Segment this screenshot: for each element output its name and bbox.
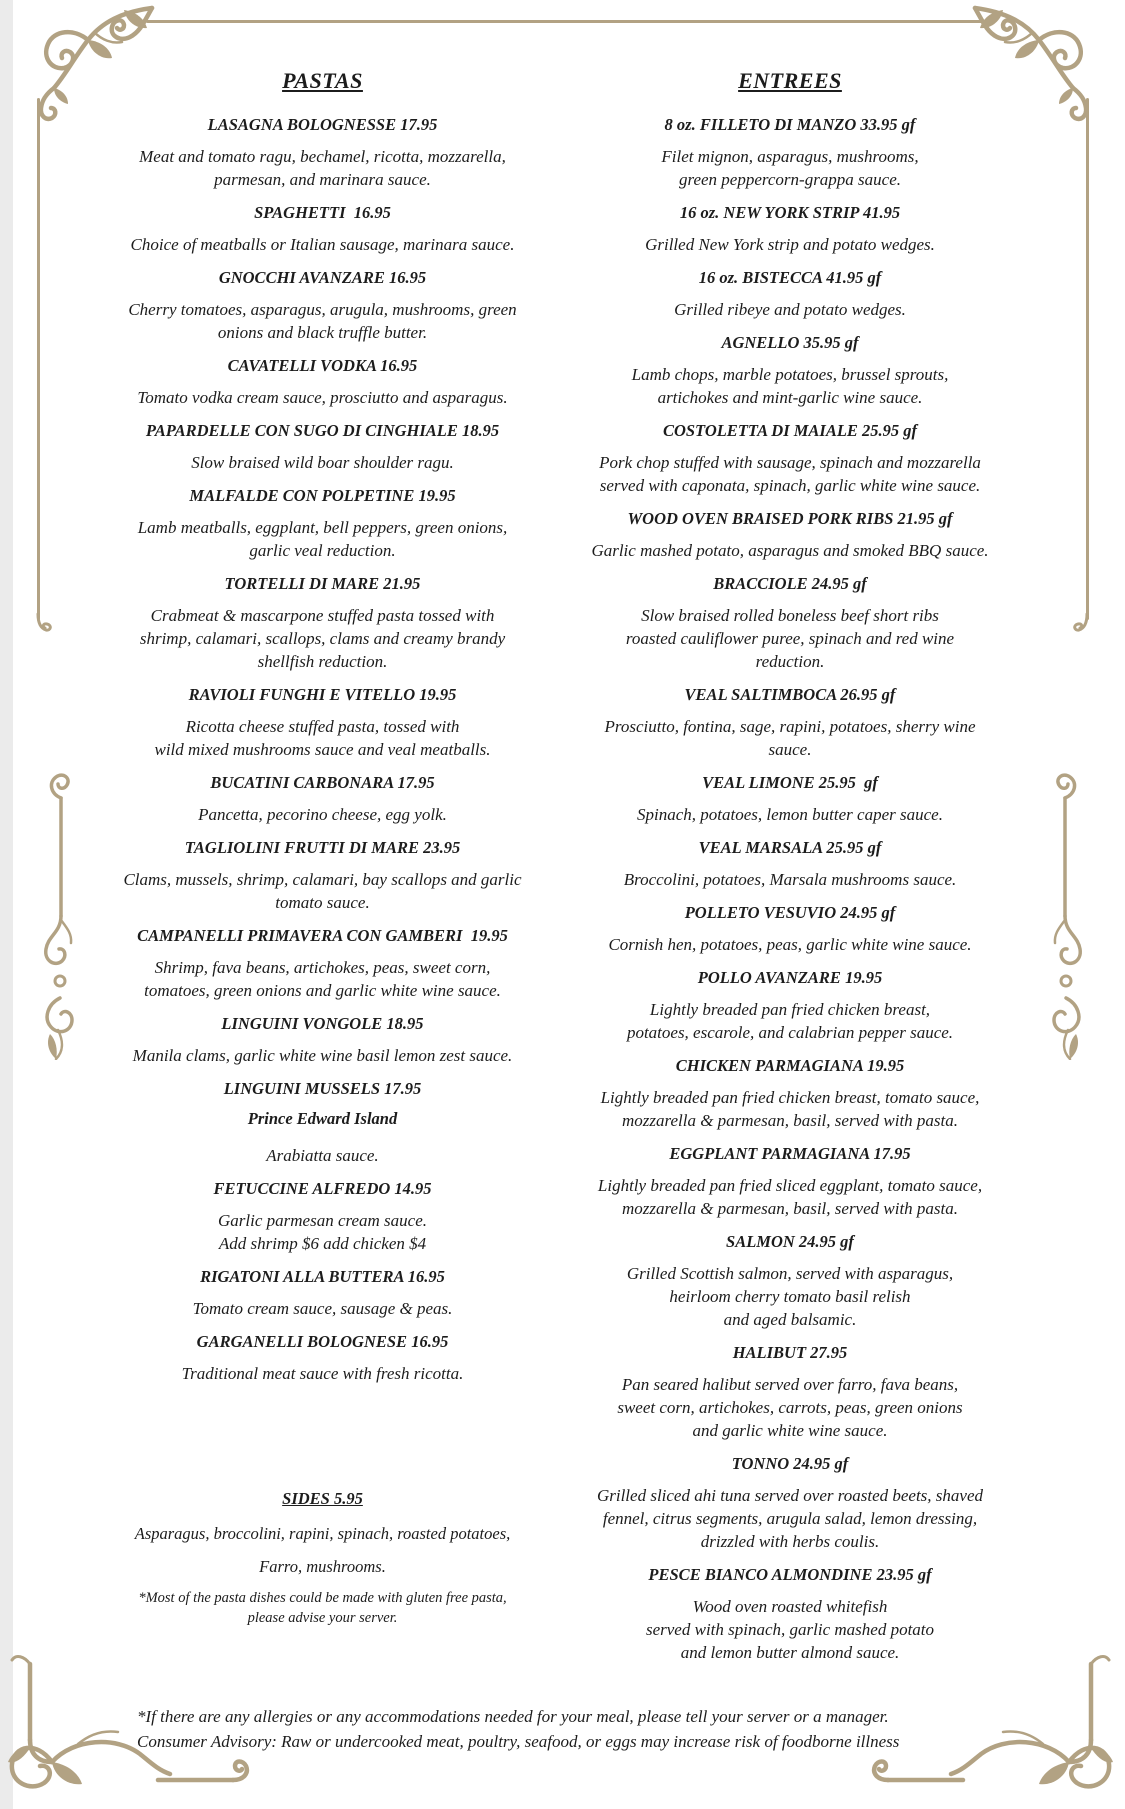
menu-item-description <box>95 604 550 673</box>
menu-item-title: PAPARDELLE CON SUGO DI CINGHIALE 18.95 <box>145 421 500 440</box>
sides-section <box>95 1489 550 1628</box>
menu-item-title: AGNELLO 35.95 gf <box>721 333 859 352</box>
menu-item-description-line: Ricotta cheese stuffed pasta, tossed with <box>185 717 460 736</box>
menu-item-description-line: Grilled New York strip and potato wedges. <box>645 235 935 254</box>
menu-item-title: PESCE BIANCO ALMONDINE 23.95 gf <box>648 1565 932 1584</box>
menu-item-description <box>505 1595 1075 1664</box>
menu-item-description-line: Lightly breaded pan fried chicken breast, <box>649 1000 931 1019</box>
menu-item-description-line: and lemon butter almond sauce. <box>680 1643 900 1662</box>
menu-item-description-line: Lightly breaded pan fried sliced eggplant, tomato sauce, <box>597 1176 983 1195</box>
menu-item-description-line: Lamb chops, marble potatoes, brussel sprouts, <box>631 365 949 384</box>
menu-item-description-line: Garlic parmesan cream sauce. <box>218 1211 427 1230</box>
menu-item-title: POLLO AVANZARE 19.95 <box>697 968 883 987</box>
sides-line: Asparagus, broccolini, rapini, spinach, roasted potatoes, <box>134 1524 511 1543</box>
border-end-curl-right <box>1073 612 1099 638</box>
menu-item <box>505 1056 1075 1132</box>
menu-item-description-line: sweet corn, artichokes, carrots, peas, green onions <box>617 1398 963 1417</box>
menu-item-description-line: shellfish reduction. <box>257 652 388 671</box>
menu-item <box>95 268 550 344</box>
menu-item-description <box>505 1174 1075 1220</box>
menu-item-description-line: potatoes, escarole, and calabrian pepper sauce. <box>626 1023 954 1042</box>
menu-item-description-line: Grilled Scottish salmon, served with asparagus, <box>626 1264 954 1283</box>
menu-item <box>95 685 550 761</box>
menu-item-description <box>505 933 1075 956</box>
menu-item-description <box>505 1262 1075 1331</box>
entrees-column <box>505 68 1075 1676</box>
menu-item-description-line: and garlic white wine sauce. <box>692 1421 888 1440</box>
menu-item-description <box>95 868 550 914</box>
menu-item-description-line: Manila clams, garlic white wine basil lemon zest sauce. <box>132 1046 513 1065</box>
menu-item-title: 8 oz. FILLETO DI MANZO 33.95 gf <box>664 115 916 134</box>
menu-item-title: CAMPANELLI PRIMAVERA CON GAMBERI 19.95 <box>137 926 508 945</box>
menu-item <box>505 333 1075 409</box>
menu-item-description-line: reduction. <box>755 652 825 671</box>
menu-item <box>505 268 1075 321</box>
menu-item-description-line: Grilled ribeye and potato wedges. <box>674 300 906 319</box>
menu-item-description-line: Choice of meatballs or Italian sausage, marinara sauce. <box>130 235 515 254</box>
menu-item <box>95 1179 550 1255</box>
menu-item-title: TONNO 24.95 gf <box>731 1454 849 1473</box>
menu-item-description <box>95 451 550 474</box>
menu-item-description-line: Filet mignon, asparagus, mushrooms, <box>661 147 919 166</box>
menu-item-description-line: garlic veal reduction. <box>249 541 396 560</box>
menu-item-description <box>95 1044 550 1067</box>
advisory-line-1: *If there are any allergies or any accommodations needed for your meal, please tell your server or a manager. <box>137 1707 889 1726</box>
menu-item-description <box>505 363 1075 409</box>
menu-item-title: VEAL SALTIMBOCA 26.95 gf <box>684 685 896 704</box>
entrees-title: ENTREES <box>738 68 842 93</box>
menu-item <box>95 1014 550 1067</box>
menu-item <box>95 486 550 562</box>
menu-item-description-line: Slow braised rolled boneless beef short ribs <box>641 606 939 625</box>
menu-item-description <box>95 516 550 562</box>
menu-item-title: EGGPLANT PARMAGIANA 17.95 <box>669 1144 911 1163</box>
menu-item <box>95 773 550 826</box>
menu-item <box>505 1565 1075 1664</box>
menu-item-title: BUCATINI CARBONARA 17.95 <box>210 773 435 792</box>
menu-item-description-line: onions and black truffle butter. <box>217 323 428 342</box>
menu-item-description <box>95 715 550 761</box>
pastas-column <box>95 68 550 1397</box>
menu-item <box>95 1332 550 1385</box>
menu-item-description <box>505 803 1075 826</box>
menu-item-title: 16 oz. BISTECCA 41.95 gf <box>698 268 882 287</box>
menu-item-description-line: Arabiatta sauce. <box>266 1146 379 1165</box>
menu-item-title: GARGANELLI BOLOGNESE 16.95 <box>196 1332 449 1351</box>
menu-item-description-line: parmesan, and marinara sauce. <box>214 170 431 189</box>
menu-item-description-line: and aged balsamic. <box>723 1310 857 1329</box>
menu-item-title: SALMON 24.95 gf <box>726 1232 854 1251</box>
menu-item-description <box>505 539 1075 562</box>
entrees-list <box>505 115 1075 1664</box>
sides-note-line: please advise your server. <box>247 1610 398 1626</box>
menu-item-description <box>95 1209 550 1255</box>
menu-item <box>505 1343 1075 1442</box>
menu-item-description <box>95 803 550 826</box>
menu-item <box>505 1144 1075 1220</box>
menu-item-description-line: shrimp, calamari, scallops, clams and creamy brandy <box>139 629 506 648</box>
menu-item <box>505 509 1075 562</box>
menu-item-description-line: green peppercorn-grappa sauce. <box>678 170 902 189</box>
menu-item-description-line: tomato sauce. <box>275 893 370 912</box>
menu-item-description-line: served with caponata, spinach, garlic white wine sauce. <box>599 476 981 495</box>
menu-item-description-line: fennel, citrus segments, arugula salad, lemon dressing, <box>602 1509 978 1528</box>
menu-item-description-line: Tomato vodka cream sauce, prosciutto and asparagus. <box>137 388 508 407</box>
mid-flourish-left <box>38 768 82 1060</box>
menu-item-description <box>505 715 1075 761</box>
menu-item <box>95 574 550 673</box>
menu-item-description-line: Wood oven roasted whitefish <box>692 1597 888 1616</box>
menu-item-description-line: Lightly breaded pan fried chicken breast, tomato sauce, <box>600 1088 980 1107</box>
menu-item-description-line: Prosciutto, fontina, sage, rapini, potatoes, sherry wine <box>604 717 976 736</box>
menu-item-subtitle: Prince Edward Island <box>247 1109 398 1128</box>
menu-item-description-line: Traditional meat sauce with fresh ricotta. <box>181 1364 464 1383</box>
border-line-right <box>1086 98 1089 620</box>
menu-item-description-line: Pan seared halibut served over farro, fava beans, <box>621 1375 959 1394</box>
menu-item-description <box>95 1362 550 1385</box>
menu-item-description-line: Grilled sliced ahi tuna served over roasted beets, shaved <box>596 1486 984 1505</box>
menu-item-title: CHICKEN PARMAGIANA 19.95 <box>675 1056 905 1075</box>
menu-item-description <box>505 145 1075 191</box>
menu-item-description-line: mozzarella & parmesan, basil, served with pasta. <box>621 1199 959 1218</box>
menu-item-description-line: heirloom cherry tomato basil relish <box>669 1287 911 1306</box>
menu-item-title: RAVIOLI FUNGHI E VITELLO 19.95 <box>188 685 457 704</box>
menu-item-title: MALFALDE CON POLPETINE 19.95 <box>189 486 456 505</box>
menu-item-description-line: Crabmeat & mascarpone stuffed pasta tossed with <box>150 606 495 625</box>
menu-item-description-line: Broccolini, potatoes, Marsala mushrooms sauce. <box>623 870 957 889</box>
menu-item-description <box>95 956 550 1002</box>
menu-item <box>95 926 550 1002</box>
menu-item <box>505 421 1075 497</box>
menu-item-title: LINGUINI MUSSELS 17.95 <box>223 1079 422 1098</box>
menu-item-title: 16 oz. NEW YORK STRIP 41.95 <box>679 203 901 222</box>
menu-item-description <box>505 1086 1075 1132</box>
page-edge-strip <box>0 0 13 1809</box>
advisory-line-2: Consumer Advisory: Raw or undercooked meat, poultry, seafood, or eggs may increase risk of foodborne illness <box>137 1732 900 1751</box>
menu-item-description <box>95 1297 550 1320</box>
menu-item-description-line: Meat and tomato ragu, bechamel, ricotta, mozzarella, <box>139 147 506 166</box>
menu-item-title: VEAL MARSALA 25.95 gf <box>698 838 882 857</box>
border-line-top <box>146 20 984 23</box>
menu-item <box>95 115 550 191</box>
menu-item <box>505 115 1075 191</box>
menu-item-description-line: Lamb meatballs, eggplant, bell peppers, green onions, <box>137 518 508 537</box>
pastas-title: PASTAS <box>282 68 363 93</box>
advisory-note <box>137 1704 997 1754</box>
menu-item <box>95 838 550 914</box>
menu-item-title: TAGLIOLINI FRUTTI DI MARE 23.95 <box>184 838 461 857</box>
menu-item <box>505 968 1075 1044</box>
menu-item-title: POLLETO VESUVIO 24.95 gf <box>684 903 896 922</box>
menu-item <box>505 773 1075 826</box>
sides-note <box>95 1588 550 1628</box>
menu-item-title: WOOD OVEN BRAISED PORK RIBS 21.95 gf <box>627 509 953 528</box>
menu-item-title: TORTELLI DI MARE 21.95 <box>224 574 421 593</box>
menu-item-description-line: served with spinach, garlic mashed potato <box>645 1620 935 1639</box>
menu-item <box>505 903 1075 956</box>
menu-item-title: BRACCIOLE 24.95 gf <box>713 574 867 593</box>
menu-item <box>95 356 550 409</box>
menu-item-title: SPAGHETTI 16.95 <box>254 203 391 222</box>
menu-item-description-line: sauce. <box>768 740 812 759</box>
pastas-list <box>95 115 550 1385</box>
menu-item-description <box>505 1484 1075 1553</box>
menu-item-title: RIGATONI ALLA BUTTERA 16.95 <box>200 1267 445 1286</box>
menu-item <box>95 1079 550 1167</box>
border-line-left <box>37 98 40 620</box>
menu-item-description-line: Tomato cream sauce, sausage & peas. <box>192 1299 453 1318</box>
menu-item-description <box>505 233 1075 256</box>
menu-item-description-line: Spinach, potatoes, lemon butter caper sauce. <box>637 805 943 824</box>
menu-item-title: GNOCCHI AVANZARE 16.95 <box>218 268 427 287</box>
menu-item-description-line: Slow braised wild boar shoulder ragu. <box>191 453 454 472</box>
menu-item <box>505 1454 1075 1553</box>
menu-item-description <box>95 145 550 191</box>
menu-item <box>95 1267 550 1320</box>
menu-item-title: HALIBUT 27.95 <box>732 1343 848 1362</box>
menu-item-description-line: Cherry tomatoes, asparagus, arugula, mushrooms, green <box>128 300 517 319</box>
sides-line: Farro, mushrooms. <box>259 1557 386 1576</box>
menu-item-title: FETUCCINE ALFREDO 14.95 <box>213 1179 432 1198</box>
menu-item-description-line: mozzarella & parmesan, basil, served with pasta. <box>621 1111 959 1130</box>
sides-title: SIDES 5.95 <box>282 1489 363 1508</box>
menu-item-title: LASAGNA BOLOGNESSE 17.95 <box>207 115 438 134</box>
menu-item-description <box>505 298 1075 321</box>
menu-item-description-line: artichokes and mint-garlic wine sauce. <box>657 388 923 407</box>
menu-item-description-line: Clams, mussels, shrimp, calamari, bay scallops and garlic <box>123 870 522 889</box>
menu-item-description <box>505 1373 1075 1442</box>
menu-item-description <box>505 604 1075 673</box>
menu-item-title: CAVATELLI VODKA 16.95 <box>227 356 418 375</box>
menu-item-description-line: tomatoes, green onions and garlic white wine sauce. <box>144 981 501 1000</box>
menu-item-description <box>505 868 1075 891</box>
sides-note-line: *Most of the pasta dishes could be made with gluten free pasta, <box>138 1590 507 1606</box>
menu-item-title: LINGUINI VONGOLE 18.95 <box>221 1014 424 1033</box>
menu-item <box>95 421 550 474</box>
menu-item <box>95 203 550 256</box>
menu-item <box>505 685 1075 761</box>
menu-item-description-line: Add shrimp $6 add chicken $4 <box>218 1234 427 1253</box>
sides-lines <box>95 1522 550 1578</box>
menu-item-description-line: roasted cauliflower puree, spinach and red wine <box>625 629 955 648</box>
menu-item-description-line: drizzled with herbs coulis. <box>700 1532 880 1551</box>
menu-item-title: VEAL LIMONE 25.95 gf <box>702 773 878 792</box>
menu-item <box>505 838 1075 891</box>
menu-item-title: COSTOLETTA DI MAIALE 25.95 gf <box>662 421 918 440</box>
menu-item <box>505 203 1075 256</box>
menu-item-description-line: Garlic mashed potato, asparagus and smoked BBQ sauce. <box>591 541 989 560</box>
menu-item-description-line: wild mixed mushrooms sauce and veal meatballs. <box>154 740 491 759</box>
menu-item <box>505 1232 1075 1331</box>
menu-item-description <box>505 451 1075 497</box>
menu-item-description <box>95 298 550 344</box>
menu-item <box>505 574 1075 673</box>
menu-item-description <box>505 998 1075 1044</box>
menu-item-description-line: Shrimp, fava beans, artichokes, peas, sweet corn, <box>154 958 491 977</box>
menu-item-description <box>95 386 550 409</box>
border-end-curl-left <box>26 612 52 638</box>
menu-item-description <box>95 233 550 256</box>
menu-item-description-line: Pancetta, pecorino cheese, egg yolk. <box>198 805 447 824</box>
menu-item-description-line: Pork chop stuffed with sausage, spinach and mozzarella <box>599 453 981 472</box>
menu-item-description-line: Cornish hen, potatoes, peas, garlic white wine sauce. <box>608 935 972 954</box>
menu-item-description <box>95 1144 550 1167</box>
